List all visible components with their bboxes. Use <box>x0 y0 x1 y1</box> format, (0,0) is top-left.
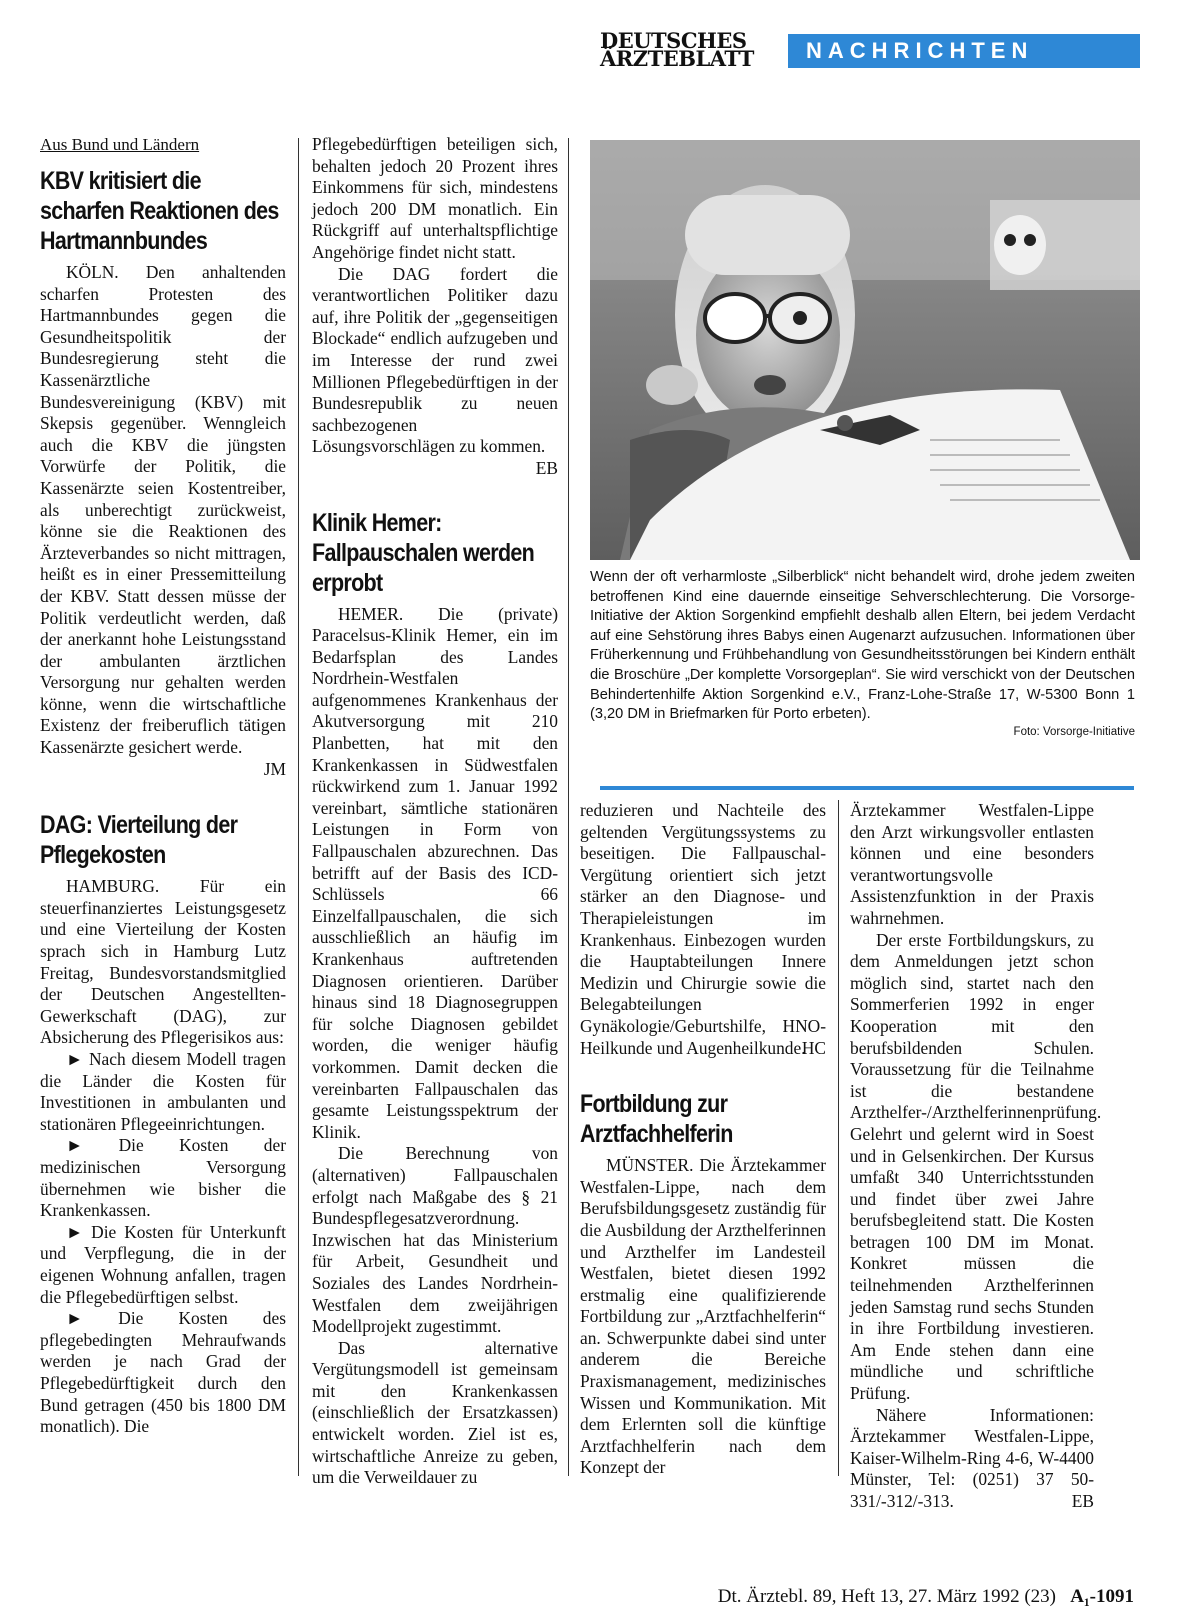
news-photo <box>590 140 1140 560</box>
masthead <box>600 28 1140 74</box>
section-banner: NACHRICHTEN <box>788 34 1140 68</box>
headline-fortbildung: Fortbildung zur Arztfachhelferin <box>580 1090 733 1149</box>
child-with-book-photo <box>590 140 1140 560</box>
bullet-2: ► Die Kosten der medizinischen Versorgung übernehmen wie bisher die Krankenkassen. <box>40 1135 286 1221</box>
headline-dag: DAG: Vierteilung der Pflegekosten <box>40 811 238 870</box>
column-divider <box>298 138 299 1476</box>
photo-caption-text: Wenn der oft verharmloste „Silberblick“ nicht behandelt wird, drohe jedem zweiten betroffenen Kind eine dauernde einseitige Sehverschlechterung. Die Vorsorge-Initiative der Aktion Sorgenkind empfiehlt deshalb allen Eltern, bei jedem Verdacht auf eine Sehstörung ihres Babys einen Augenarzt aufzusuchen. Informationen über Früherkennung und Frühbehandlung von Gesundheitsstörungen bei Kindern enthält die Broschüre „Der komplette Vorsorgeplan“. Sie wird verschickt von der Deutschen Behindertenhilfe Aktion Sorgenkind e.V., Franz-Lohe-Straße 17, W-5300 Bonn 1 (3,20 DM in Briefmarken für Porto erbeten). <box>590 569 1135 723</box>
article-fortbildung-cont2: Der erste Fortbildungskurs, zu dem Anmeldungen jetzt schon möglich sind, startet nach den Sommerferien 1992 in enger Kooperation mit den berufsbildenden Schulen. Voraussetzung für die Teilnahme ist die bestandene Arzthelfer-/Arzthelferinnenprüfung. Gelehrt und gelernt wird in Soest und in Gelsenkirchen. Der Kursus umfaßt 340 Unterrichtsstunden und findet über zwei Jahre berufsbegleitend statt. Die Kosten betragen 100 DM im Monat. Konkret müssen die teilnehmenden Arzthelferinnen jeden Samstag rund sechs Stunden in ihre Fortbildung investieren. Am Ende stehen dann eine mündliche und schriftliche Prüfung. <box>850 929 1102 1404</box>
headline-hemer: Klinik Hemer: Fallpauschalen werden erprobt <box>312 508 535 597</box>
bullet-4: ► Die Kosten des pflegebedingten Mehraufwands werden je nach Grad der Pflegebedürftigkeit durch den Bund getragen (450 bis 1800 DM monatlich). Die <box>40 1308 286 1437</box>
article-hemer-body3: Das alternative Vergütungsmodell ist gemeinsam mit den Krankenkassen (einschließlich der Ersatzkassen) entwickelt worden. Ziel ist es, wirtschaftliche Anreize zu geben, um die Verweildauer zu <box>312 1337 558 1488</box>
article-hemer-end: reduzieren und Nachteile des geltenden Vergütungssystems zu beseitigen. Die Fallpauschal-Vergütung orientiert sich jetzt stärker an den Diagnose- und Therapieleistungen im Krankenhaus. Einbezogen wurden die Hauptabteilungen Innere Medizin und Chirurgie sowie die Belegabteilungen Gynäkologie/Geburtshilfe, HNO-Heilkunde und Augenheilkunde. <box>580 800 826 1058</box>
column-divider <box>568 138 569 1476</box>
article-fortbildung-contact: Nähere Informationen: Ärztekammer Westfalen-Lippe, Kaiser-Wilhelm-Ring 4-6, W-4400 Münster, Tel: (0251) 37 50-331/-312/-313. <box>850 1404 1094 1511</box>
article-hemer-body: HEMER. Die (private) Paracelsus-Klinik Hemer, ein im Bedarfsplan des Landes Nordrhein-Westfalen aufgenommenes Krankenhaus der Akutversorgung mit 210 Planbetten, hat mit den Krankenkassen in Südwestfalen rückwirkend zum 1. Januar 1992 vereinbart, sämtliche stationären Leistungen in Form von Fallpauschalen abzurechnen. Das betrifft auf der Basis des ICD-Schlüssels 66 Einzelfallpauschalen, die sich ausschließlich an häufig im Krankenhaus auftretenden Diagnosen orientieren. Darüber hinaus sind 18 Diagnosegruppen für solche Diagnosen gebildet worden, die weniger häufig vorkommen. Damit decken die vereinbarten Fallpauschalen das gesamte Leistungsspektrum der Klinik. <box>312 603 558 1142</box>
article-fortbildung-cont: Ärztekammer Westfalen-Lippe den Arzt wirkungsvoller entlasten können und eine besonders verantwortungsvolle Assistenzfunktion in der Praxis wahrnehmen. <box>850 800 1094 928</box>
column-2 <box>312 134 558 1489</box>
article-dag-cont: Pflegebedürftigen beteiligen sich, behalten jedoch 20 Prozent ihres Einkommens für sich, mindestens jedoch 200 DM monatlich. Ein Rückgriff auf unterhaltspflichtige Angehörige findet nicht statt. <box>312 134 558 262</box>
photo-credit: Foto: Vorsorge-Initiative <box>1013 725 1135 738</box>
article-dag-cont2: Die DAG fordert die verantwortlichen Politiker dazu auf, ihre Politik der „gegenseitigen Blockade“ endlich aufzugeben und im Interesse der rund zwei Millionen Pflegebedürftigen in der Bundesrepublik zu neuen sachbezogenen Lösungsvorschlägen zu kommen. <box>312 263 558 457</box>
column-4 <box>850 800 1102 1513</box>
column-divider <box>838 800 839 1476</box>
author-sig-jm: JM <box>263 758 286 779</box>
author-sig-eb2: EB <box>1071 1491 1094 1511</box>
journal-logo <box>600 28 770 71</box>
article-hemer-body2: Die Berechnung von (alternativen) Fallpauschalen erfolgt nach Maßgabe des § 21 Bundespflegesatzverordnung. Inzwischen hat das Ministerium für Arbeit, Gesundheit und Soziales des Landes Nordrhein-Westfalen dem zweijährigen Modellprojekt zugestimmt. <box>312 1143 558 1337</box>
article-kbv-body: KÖLN. Den anhaltenden scharfen Protesten des Hartmannbundes gegen die Gesundheitspolitik der Bundesregierung steht die Kassenärztliche Bundesvereinigung (KBV) mit Skepsis gegenüber. Wenngleich auch die KBV die jüngsten Vorwürfe der Politik, die Kassenärzte seien Kostentreiber, als unberechtigt zurückweist, könne sie die Reaktionen des Ärzteverbandes so nicht mittragen, heißt es in einer Pressemitteilung der KBV. Statt dessen müsse der Politik verdeutlicht werden, daß der anerkannt hohe Leistungsstand der ambulanten ärztlichen Versorgung nur gehalten werden könne, wenn die wirtschaftliche Existenz der freiberuflich tätigen Kassenärzte gesichert werde. <box>40 262 286 758</box>
headline-kbv: KBV kritisiert die scharfen Reaktionen des Hartmannbundes <box>40 167 279 255</box>
bullet-3: ► Die Kosten für Unterkunft und Verpflegung, die in der eigenen Wohnung anfallen, tragen die Pflegebedürftigen selbst. <box>40 1221 286 1307</box>
logo-line1: DEUTSCHES <box>600 28 747 53</box>
page-footer <box>718 1586 1134 1608</box>
article-dag-body: HAMBURG. Für ein steuerfinanziertes Leistungsgesetz und eine Vierteilung der Kosten sprach sich in Hamburg Lutz Freitag, Bundesvorstandsmitglied der Deutschen Angestellten-Gewerkschaft (DAG), zur Absicherung des Pflegerisikos aus: <box>40 876 286 1048</box>
page-number: A₁-1091 <box>1070 1586 1134 1607</box>
column-1 <box>40 134 286 1438</box>
author-sig-hc: HC <box>801 1037 826 1058</box>
bullet-1: ► Nach diesem Modell tragen die Länder die Kosten für Investitionen in ambulanten und stationären Pflegeeinrichtungen. <box>40 1049 286 1134</box>
logo-line2: ÄRZTEBLATT <box>600 46 754 71</box>
article-fortbildung-body: MÜNSTER. Die Ärztekammer Westfalen-Lippe, nach dem Berufsbildungsgesetz zuständig für die Ausbildung der Arzthelferinnen und Arzthelfer im Landesteil Westfalen, bietet diesen 1992 erstmalig eine qualifizierende Fortbildung zur „Arztfachhelferin“ an. Schwerpunkte dabei sind unter anderem die Bereiche Praxismanagement, medizinisches Wissen und Kommunikation. Mit dem Erlernten soll die künftige Arztfachhelferin nach dem Konzept der <box>580 1155 826 1478</box>
section-divider-bar <box>600 786 1134 790</box>
photo-caption <box>590 568 1135 742</box>
citation: Dt. Ärztebl. 89, Heft 13, 27. März 1992 (23) <box>717 1586 1056 1607</box>
column-3 <box>580 800 826 1479</box>
author-sig-eb: EB <box>535 457 558 478</box>
rubric: Aus Bund und Ländern <box>40 135 200 154</box>
